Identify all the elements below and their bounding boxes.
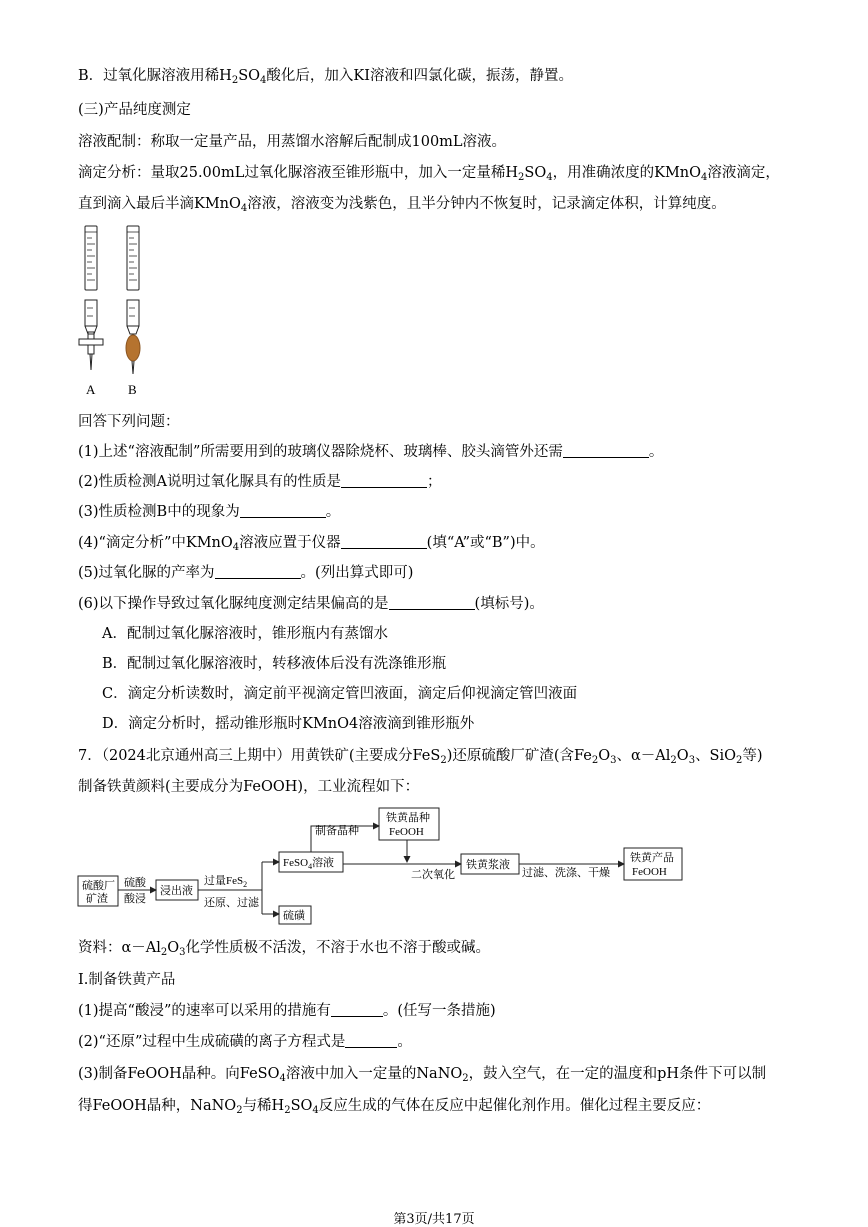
sub-question-3: (3)性质检测B中的现象为 。 bbox=[78, 504, 341, 520]
page-footer: 第3页/共17页 bbox=[393, 1212, 475, 1227]
info-text: 资料：$\alpha-Al_2O_3$化学性质极不活泼，不溶于水也不溶于酸或碱。 bbox=[78, 940, 491, 958]
flow-slag-2: 矿渣 bbox=[86, 893, 108, 905]
flow-product-1: 铁黄产品 bbox=[630, 852, 674, 864]
answer-blank[interactable] bbox=[341, 534, 427, 549]
option-a: A．配制过氧化脲溶液时，锥形瓶内有蒸馏水 bbox=[102, 626, 388, 642]
answer-blank[interactable] bbox=[389, 595, 475, 610]
option-b: B．配制过氧化脲溶液时，转移液体后没有洗涤锥形瓶 bbox=[102, 656, 447, 672]
flow-product-2: FeOOH bbox=[632, 866, 667, 878]
process-flow-diagram bbox=[76, 806, 696, 930]
flow-sulfur: 硫磺 bbox=[283, 910, 305, 922]
flow-slag-1: 硫酸厂 bbox=[82, 880, 115, 892]
q7-sub-3a: (3)制备FeOOH晶种。向FeSO$_4$溶液中加入一定量的NaNO$_2$，鼓入空气，在一定的温度和pH条件下可以制 bbox=[78, 1066, 767, 1084]
titration-text-2: 直到滴入最后半滴KMnO$_4$溶液，溶液变为浅紫色，且半分钟内不恢复时，记录滴定体积，计算纯度。 bbox=[78, 196, 726, 214]
answer-blank[interactable] bbox=[215, 564, 301, 579]
flow-leach: 浸出液 bbox=[160, 885, 193, 897]
titration-text-1: 滴定分析：量取25.00mL过氧化脲溶液至锥形瓶中，加入一定量稀$H_2SO_4$，用准确浓度的KMnO$_4$溶液滴定， bbox=[78, 165, 780, 183]
flow-seed-2: FeOOH bbox=[389, 826, 424, 838]
sub-question-5: (5)过氧化脲的产率为 。(列出算式即可) bbox=[78, 565, 414, 581]
answer-blank[interactable] bbox=[341, 473, 427, 488]
burette-diagram bbox=[76, 224, 166, 402]
answer-blank[interactable] bbox=[240, 503, 326, 518]
option-d: D．滴定分析时，摇动锥形瓶时KMnO4溶液滴到锥形瓶外 bbox=[102, 716, 475, 732]
q7-sub-1: (1)提高“酸浸”的速率可以采用的措施有 。(任写一条措施) bbox=[78, 1003, 496, 1019]
label-a: A bbox=[86, 382, 96, 397]
q7-sub-2: (2)“还原”过程中生成硫磺的离子方程式是 。 bbox=[78, 1034, 412, 1050]
answer-blank[interactable] bbox=[331, 1002, 383, 1017]
flow-prep-seed: 制备晶种 bbox=[315, 825, 359, 837]
section-heading: (三)产品纯度测定 bbox=[78, 102, 191, 118]
flow-oxidize: 二次氧化 bbox=[411, 869, 455, 881]
flow-reduce-1: 过量FeS$_2$ bbox=[204, 875, 248, 889]
part-1-heading: I.制备铁黄产品 bbox=[78, 972, 176, 988]
q7-sub-3b: 得FeOOH晶种，NaNO$_2$与稀$H_2SO_4$反应生成的气体在反应中起催化剂作用。催化过程主要反应： bbox=[78, 1098, 711, 1116]
option-c: C．滴定分析读数时，滴定前平视滴定管凹液面，滴定后仰视滴定管凹液面 bbox=[102, 686, 578, 702]
flow-seed-1: 铁黄晶种 bbox=[386, 812, 430, 824]
sub-question-6: (6)以下操作导致过氧化脲纯度测定结果偏高的是 (填标号)。 bbox=[78, 596, 544, 612]
option-b-text: B．过氧化脲溶液用稀$H_2SO_4$酸化后，加入KI溶液和四氯化碳，振荡，静置。 bbox=[78, 68, 573, 86]
sub-question-4: (4)“滴定分析”中KMnO$_4$溶液应置于仪器 (填“A”或“B”)中。 bbox=[78, 535, 545, 553]
flow-reduce-2: 还原、过滤 bbox=[204, 897, 259, 909]
q7-intro-1: 7．（2024北京通州高三上期中）用黄铁矿(主要成分FeS$_2$)还原硫酸厂矿渣(含$Fe_2O_3$、$\alpha-Al_2O_3$、SiO$_2$等) bbox=[78, 748, 763, 766]
flow-slurry: 铁黄浆液 bbox=[466, 859, 510, 871]
flow-acid-1: 硫酸 bbox=[124, 877, 146, 889]
q7-intro-2: 制备铁黄颜料(主要成分为FeOOH)，工业流程如下： bbox=[78, 779, 420, 795]
flow-feso4: FeSO$_4$溶液 bbox=[283, 857, 335, 871]
solution-prep-text: 溶液配制：称取一定量产品，用蒸馏水溶解后配制成100mL溶液。 bbox=[78, 134, 507, 150]
sub-question-2: (2)性质检测A说明过氧化脲具有的性质是 ； bbox=[78, 474, 442, 490]
flow-acid-2: 酸浸 bbox=[124, 893, 146, 905]
sub-question-1: (1)上述“溶液配制”所需要用到的玻璃仪器除烧杯、玻璃棒、胶头滴管外还需 。 bbox=[78, 444, 664, 460]
burette-a bbox=[79, 226, 103, 370]
answer-prompt: 回答下列问题： bbox=[78, 414, 180, 430]
label-b: B bbox=[128, 382, 137, 397]
answer-blank[interactable] bbox=[563, 443, 649, 458]
answer-blank[interactable] bbox=[345, 1033, 397, 1048]
burette-b bbox=[126, 226, 140, 374]
flow-post: 过滤、洗涤、干燥 bbox=[522, 867, 610, 879]
